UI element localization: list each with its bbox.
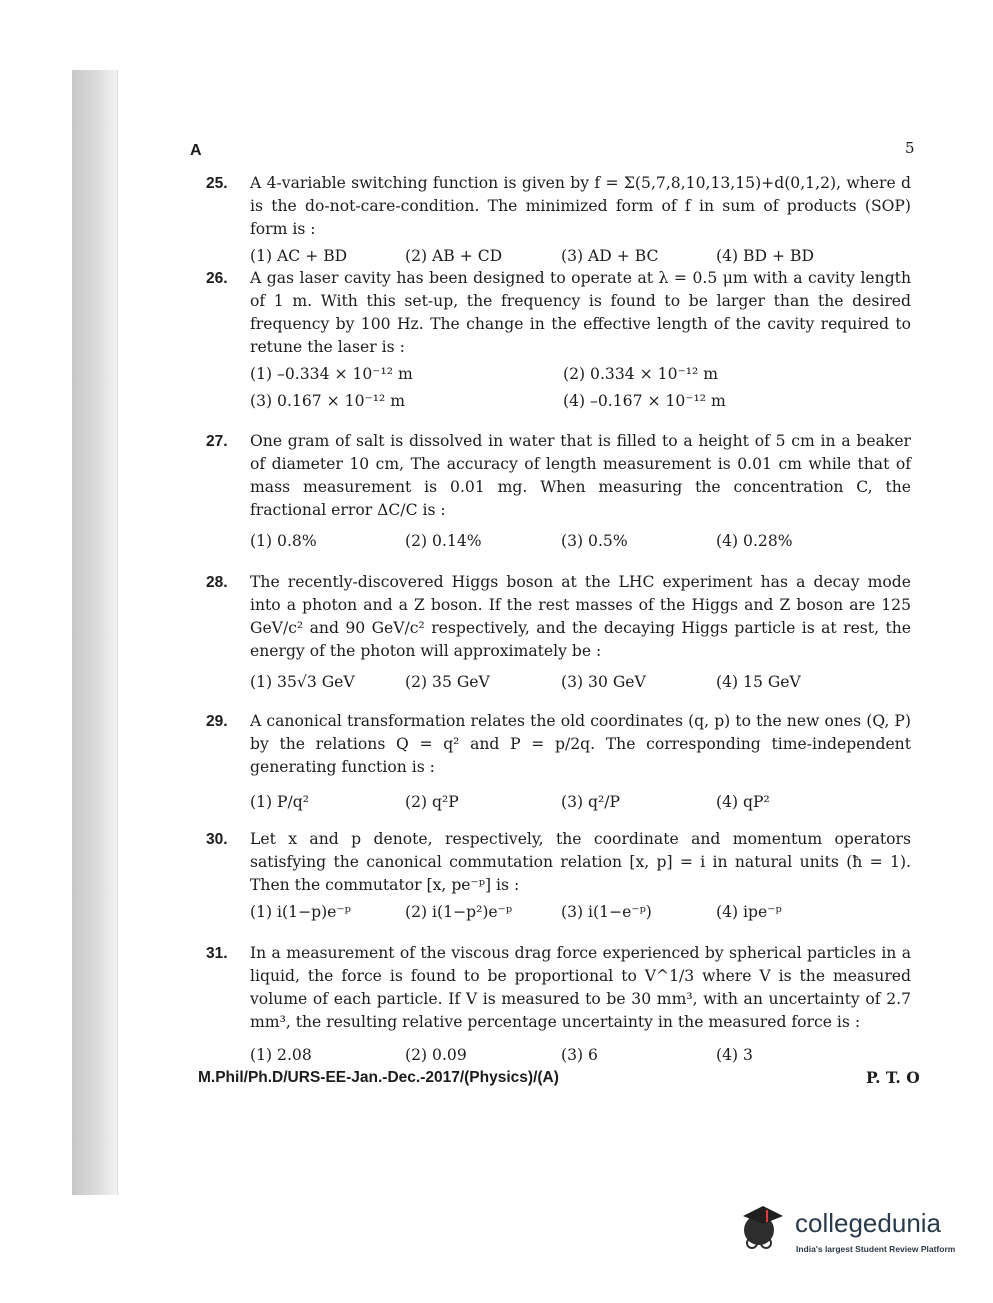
option-2: (2) AB + CD	[405, 247, 503, 265]
question-text: A canonical transformation relates the old coordinates (q, p) to the new ones (Q, P) by the relations Q = q² and P = p/2q. The corresponding time-independent generating function is :	[250, 712, 911, 776]
option-2: (2) q²P	[405, 793, 459, 811]
question-27	[206, 430, 911, 552]
options	[250, 526, 911, 552]
options	[250, 787, 911, 813]
brand-tagline: India's largest Student Review Platform	[796, 1244, 956, 1254]
question-30	[206, 828, 911, 923]
question-number: 27.	[206, 433, 228, 450]
section-label: A	[190, 142, 202, 159]
option-2: (2) 0.334 × 10⁻¹² m	[563, 365, 718, 383]
scan-shadow	[72, 70, 118, 1195]
brand-name: collegedunia	[795, 1208, 942, 1238]
option-3: (3) AD + BC	[561, 247, 659, 265]
option-3: (3) 30 GeV	[561, 673, 646, 691]
option-1: (1) AC + BD	[250, 247, 348, 265]
question-number: 31.	[206, 945, 228, 962]
options	[250, 667, 911, 693]
question-number: 28.	[206, 574, 228, 591]
option-2: (2) 0.09	[405, 1046, 467, 1064]
option-4: (4) ipe⁻ᵖ	[716, 903, 782, 921]
question-number: 25.	[206, 175, 228, 192]
option-1: (1) 2.08	[250, 1046, 312, 1064]
option-3: (3) 0.167 × 10⁻¹² m	[250, 392, 405, 410]
option-1: (1) –0.334 × 10⁻¹² m	[250, 365, 413, 383]
options	[250, 1040, 911, 1066]
question-26	[206, 267, 911, 415]
scan-edge	[117, 70, 118, 1195]
option-2: (2) i(1−p²)e⁻ᵖ	[405, 903, 513, 921]
option-1: (1) 35√3 GeV	[250, 673, 355, 691]
option-1: (1) P/q²	[250, 793, 310, 811]
option-2: (2) 0.14%	[405, 532, 482, 550]
option-2: (2) 35 GeV	[405, 673, 490, 691]
question-29	[206, 710, 911, 813]
question-text: Let x and p denote, respectively, the coordinate and momentum operators satisfying the canonical commutation relation [x, p] = i in natural units (ħ = 1). Then the commutator [x, pe⁻ᵖ] is :	[250, 830, 911, 894]
options	[250, 241, 911, 267]
option-4: (4) 0.28%	[716, 532, 793, 550]
option-4: (4) BD + BD	[716, 247, 814, 265]
question-text: A 4-variable switching function is given by f = Σ(5,7,8,10,13,15)+d(0,1,2), where d is the do-not-care-condition. The minimized form of f in sum of products (SOP) form is :	[250, 174, 911, 238]
question-text: The recently-discovered Higgs boson at the LHC experiment has a decay mode into a photon and a Z boson. If the rest masses of the Higgs and Z boson are 125 GeV/c² and 90 GeV/c² respectively, and the decaying Higgs particle is at rest, the energy of the photon will approximately be :	[250, 573, 911, 660]
question-number: 30.	[206, 831, 228, 848]
options	[250, 897, 911, 923]
options	[250, 359, 911, 415]
pto-label: P. T. O	[866, 1068, 920, 1087]
option-1: (1) 0.8%	[250, 532, 317, 550]
option-3: (3) q²/P	[561, 793, 621, 811]
question-28	[206, 571, 911, 693]
option-4: (4) –0.167 × 10⁻¹² m	[563, 392, 726, 410]
question-text: In a measurement of the viscous drag force experienced by spherical particles in a liquid, the force is found to be proportional to V^1/3 where V is the measured volume of each particle. If V is measured to be 30 mm³, with an uncertainty of 2.7 mm³, the resulting relative percentage uncertainty in the measured force is :	[250, 944, 911, 1031]
option-4: (4) qP²	[716, 793, 770, 811]
paper-code: M.Phil/Ph.D/URS-EE-Jan.-Dec.-2017/(Physics)/(A)	[198, 1069, 559, 1086]
question-25	[206, 172, 911, 267]
question-text: One gram of salt is dissolved in water that is filled to a height of 5 cm in a beaker of diameter 10 cm, The accuracy of length measurement is 0.01 cm while that of mass measurement is 0.01 mg. When measuring the concentration C, the fractional error ΔC/C is :	[250, 432, 911, 519]
option-3: (3) 0.5%	[561, 532, 628, 550]
question-text: A gas laser cavity has been designed to operate at λ = 0.5 μm with a cavity length of 1 m. With this set-up, the frequency is found to be larger than the desired frequency by 100 Hz. The change in the effective length of the cavity required to retune the laser is :	[250, 269, 911, 356]
option-4: (4) 3	[716, 1046, 753, 1064]
question-number: 29.	[206, 713, 228, 730]
page-number: 5	[905, 139, 915, 157]
question-31	[206, 942, 911, 1066]
option-4: (4) 15 GeV	[716, 673, 801, 691]
option-3: (3) 6	[561, 1046, 598, 1064]
option-1: (1) i(1−p)e⁻ᵖ	[250, 903, 351, 921]
question-number: 26.	[206, 270, 228, 287]
option-3: (3) i(1−e⁻ᵖ)	[561, 903, 652, 921]
